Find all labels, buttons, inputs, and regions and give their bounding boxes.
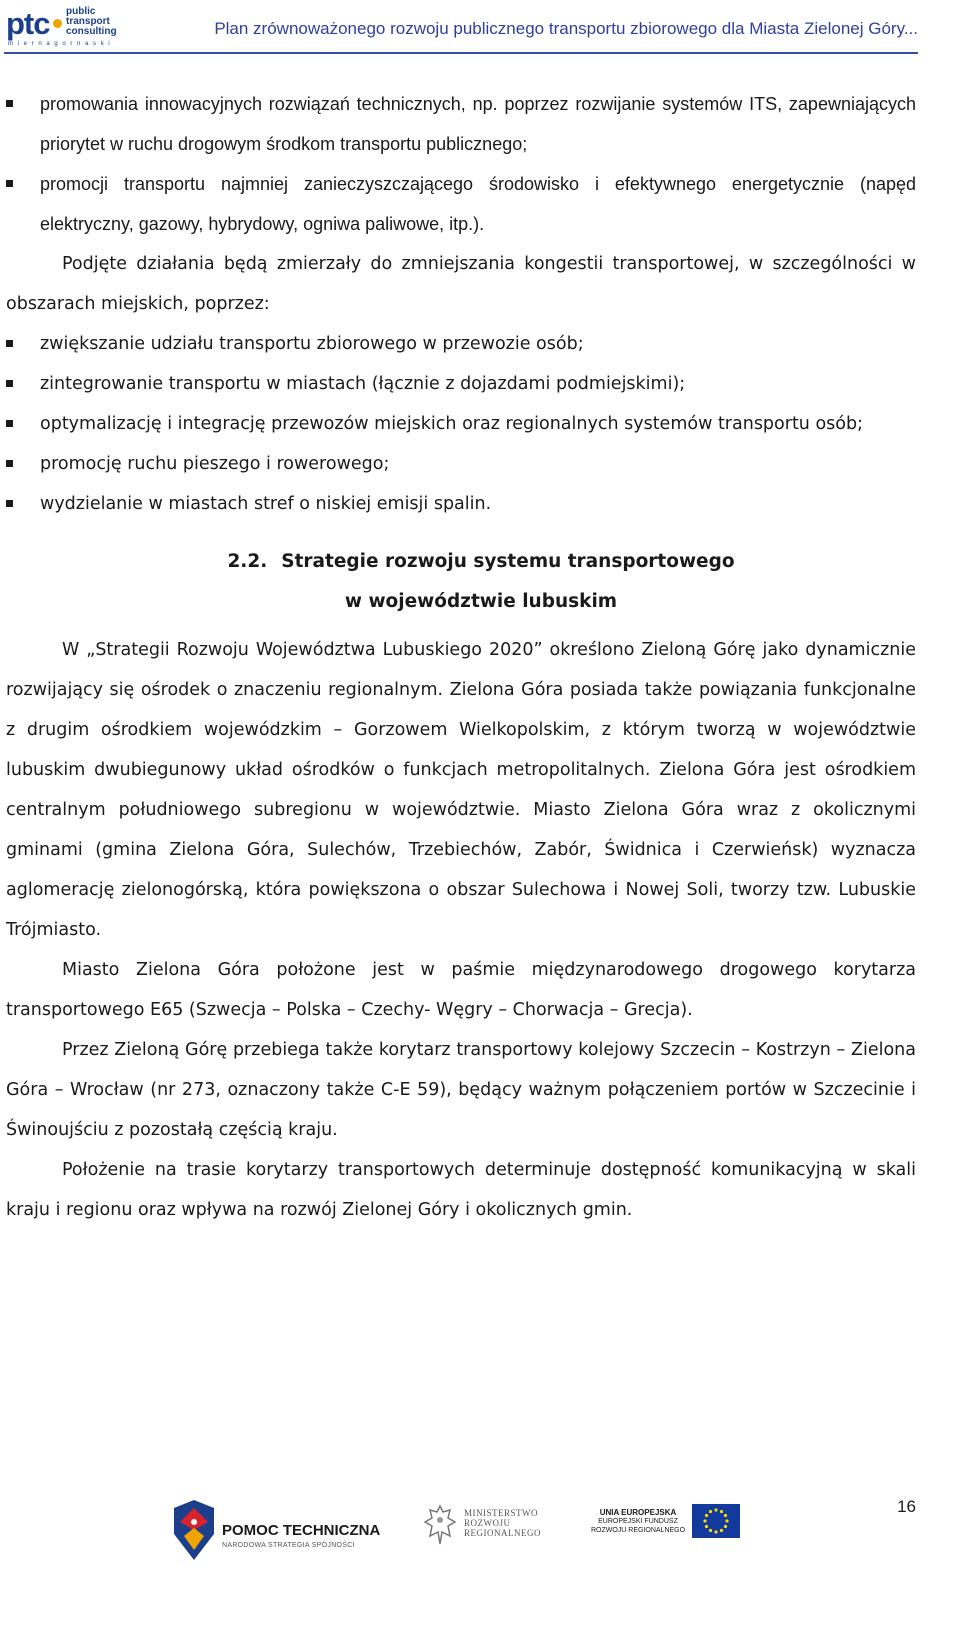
eu-line: UNIA EUROPEJSKA (599, 1508, 677, 1517)
square-bullet-icon (6, 500, 13, 507)
logo-line: transport (66, 16, 110, 27)
list-item-text: zwiększanie udziału transportu zbiorowego w przewozie osób; (40, 334, 584, 354)
body-paragraph: W „Strategii Rozwoju Województwa Lubuskiego 2020” określono Zieloną Górę jako dynamicznie rozwijający się ośrodek o znaczeniu regionalnym. Zielona Góra posiada także powiązania funkcjonalne z drugim ośrodkiem wojewódzkim – Gorzowem Wielkopolskim, z którym tworzą w województwie lubuskim dwubiegunowy układ ośrodków o funkcjach metropolitalnych. Zielona Góra jest ośrodkiem centralnym południowego subregionu w województwie. Miasto Zielona Góra wraz z okolicznymi gminami (gmina Zielona Góra, Sulechów, Trzebiechów, Zabór, Świdnica i Czerwieńsk) wyznacza aglomerację zielonogórską, która powiększona o obszar Sulechowa i Nowej Soli, tworzy tzw. Lubuskie Trójmiasto. (6, 640, 916, 940)
list-item-text: optymalizację i integrację przewozów miejskich oraz regionalnych systemów transportu osób; (40, 414, 863, 434)
page-number: 16 (897, 1497, 916, 1516)
section-title-line1: Strategie rozwoju systemu transportowego (281, 551, 735, 572)
list-item-text: wydzielanie w miastach stref o niskiej emisji spalin. (40, 494, 492, 514)
list-item-text: promocji transportu najmniej zanieczyszczającego środowisko i efektywnego energetycznie (napęd elektryczny, gazowy, hybrydowy, ogniwa paliwowe, itp.). (40, 174, 916, 234)
square-bullet-icon (6, 380, 13, 387)
eu-line: EUROPEJSKI FUNDUSZ (598, 1518, 678, 1525)
logo-line: consulting (66, 26, 117, 37)
logo-dot-icon (53, 19, 62, 28)
document-title: Plan zrównoważonego rozwoju publicznego transportu zbiorowego dla Miasta Zielonej Góry... (214, 19, 918, 38)
logo-sub-text (66, 7, 117, 37)
eu-fund-logo (588, 1504, 748, 1554)
eu-line: ROZWOJU REGIONALNEGO (590, 1527, 686, 1534)
eagle-emblem-icon (424, 1504, 456, 1548)
list-item-text: promocję ruchu pieszego i rowerowego; (40, 454, 390, 474)
ptc-logo (6, 6, 116, 46)
ministry-line: REGIONALNEGO (464, 1528, 541, 1538)
header-divider (4, 52, 918, 54)
list-item-text: zintegrowanie transportu w miastach (łącznie z dojazdami podmiejskimi); (40, 374, 686, 394)
square-bullet-icon (6, 340, 13, 347)
eu-fund-name (588, 1508, 688, 1535)
ministry-line: MINISTERSTWO (464, 1508, 538, 1518)
logo-tagline: m i e r n a g o r n a s k i (8, 41, 112, 47)
intro-paragraph: Podjęte działania będą zmierzały do zmniejszania kongestii transportowej, w szczególności w obszarach miejskich, poprzez: (6, 254, 916, 314)
footer-logos (0, 1490, 960, 1590)
page-body (6, 84, 916, 1230)
body-paragraph: Położenie na trasie korytarzy transportowych determinuje dostępność komunikacyjną w skali kraju i regionu oraz wpływa na rozwój Zielonej Góry i okolicznych gmin. (6, 1160, 916, 1220)
list-item (6, 84, 916, 164)
list-item (6, 324, 916, 364)
section-heading (6, 542, 916, 622)
body-paragraph: Miasto Zielona Góra położone jest w paśmie międzynarodowego drogowego korytarza transportowego E65 (Szwecja – Polska – Czechy- Węgry – Chorwacja – Grecja). (6, 960, 916, 1020)
body-paragraph: Przez Zieloną Górę przebiega także korytarz transportowy kolejowy Szczecin – Kostrzyn – Zielona Góra – Wrocław (nr 273, oznaczony także C-E 59), będący ważnym połączeniem portów w Szczecinie i Świnoujściu z pozostałą częścią kraju. (6, 1040, 916, 1140)
list-item (6, 164, 916, 244)
square-bullet-icon (6, 100, 13, 107)
eu-flag-icon (692, 1504, 740, 1538)
list-item (6, 404, 916, 444)
section-number: 2.2. (227, 551, 268, 572)
ministry-name (464, 1508, 541, 1538)
square-bullet-icon (6, 420, 13, 427)
ministry-line: ROZWOJU (464, 1518, 511, 1528)
square-bullet-icon (6, 460, 13, 467)
logo-main-text: ptc (6, 6, 50, 41)
list-item (6, 444, 916, 484)
pomoc-techniczna-emblem-icon (174, 1500, 214, 1560)
section-title-line2: w województwie lubuskim (344, 591, 618, 612)
ministry-logo (424, 1504, 564, 1554)
list-item (6, 364, 916, 404)
page-header (0, 0, 960, 60)
pomoc-techniczna-subtitle: NARODOWA STRATEGIA SPÓJNOŚCI (222, 1542, 355, 1549)
list-item-text: promowania innowacyjnych rozwiązań technicznych, np. poprzez rozwijanie systemów ITS, zapewniających priorytet w ruchu drogowym środkom transportu publicznego; (40, 94, 916, 154)
pomoc-techniczna-name: POMOC TECHNICZNA (222, 1522, 381, 1539)
pomoc-techniczna-logo (174, 1500, 389, 1560)
square-bullet-icon (6, 180, 13, 187)
logo-line: public (66, 6, 96, 17)
list-item (6, 484, 916, 524)
